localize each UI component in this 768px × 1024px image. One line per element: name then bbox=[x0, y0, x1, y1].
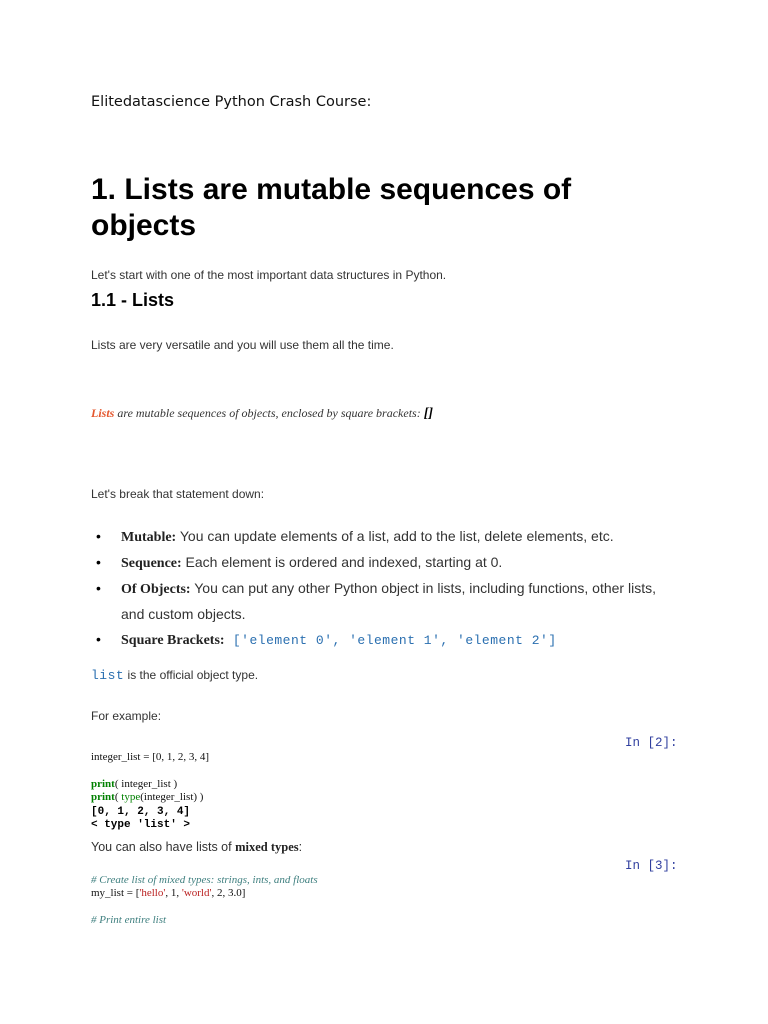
bullet-term: Square Brackets: bbox=[121, 633, 225, 648]
code-cell-1 bbox=[91, 751, 209, 804]
cell-prompt: In [3]: bbox=[625, 859, 678, 873]
print-keyword: print bbox=[91, 791, 115, 803]
output-line: < type 'list' > bbox=[91, 819, 191, 831]
list-item bbox=[91, 576, 671, 627]
print-keyword: print bbox=[91, 778, 115, 790]
string-literal: 'world' bbox=[181, 887, 212, 899]
bullet-text: You can update elements of a list, add to the list, delete elements, etc. bbox=[176, 528, 614, 544]
bullet-code: ['element 0', 'element 1', 'element 2'] bbox=[224, 633, 557, 648]
list-item bbox=[91, 627, 671, 653]
code-line bbox=[91, 778, 209, 791]
bullet-text: You can put any other Python object in lists, including functions, other lists, and custom objects. bbox=[121, 580, 656, 622]
versatile-paragraph: Lists are very versatile and you will use them all the time. bbox=[91, 338, 394, 352]
code-cell-2 bbox=[91, 874, 318, 927]
callout-term: Lists bbox=[91, 406, 115, 420]
code-text: ( bbox=[114, 791, 122, 803]
mixed-types-paragraph bbox=[91, 840, 302, 855]
callout-definition bbox=[91, 406, 433, 422]
callout-brackets: [] bbox=[423, 406, 434, 421]
mixed-text: You can also have lists of bbox=[91, 840, 236, 854]
mixed-term: mixed types bbox=[235, 840, 299, 854]
bullet-term: Sequence: bbox=[121, 556, 182, 571]
code-line bbox=[91, 791, 209, 804]
code-comment: # Create list of mixed types: strings, ints, and floats bbox=[91, 874, 318, 886]
for-example-paragraph: For example: bbox=[91, 709, 162, 723]
code-text: , 2, 3.0] bbox=[211, 887, 246, 899]
bullet-term: Of Objects: bbox=[121, 582, 191, 597]
bullet-text: Each element is ordered and indexed, starting at 0. bbox=[181, 554, 503, 570]
mixed-text-end: : bbox=[298, 840, 303, 854]
output-line: [0, 1, 2, 3, 4] bbox=[91, 806, 191, 818]
cell-output-1 bbox=[91, 806, 190, 832]
code-comment: # Print entire list bbox=[91, 914, 167, 926]
code-text: ( integer_list ) bbox=[114, 778, 178, 790]
code-text: (integer_list) ) bbox=[140, 791, 204, 803]
code-line: integer_list = [0, 1, 2, 3, 4] bbox=[91, 751, 210, 763]
callout-text: are mutable sequences of objects, enclosed by square brackets: bbox=[114, 406, 424, 420]
code-text: my_list = [ bbox=[91, 887, 140, 899]
object-type-paragraph bbox=[91, 668, 258, 683]
course-title: Elitedatascience Python Crash Course: bbox=[91, 94, 372, 110]
bullet-term: Mutable: bbox=[121, 530, 177, 545]
list-item bbox=[91, 524, 671, 550]
intro-paragraph: Let's start with one of the most important data structures in Python. bbox=[91, 268, 447, 282]
list-code: list bbox=[91, 668, 125, 683]
code-text: , 1, bbox=[165, 887, 182, 899]
type-keyword: type bbox=[121, 791, 141, 803]
bullet-list bbox=[91, 524, 671, 653]
object-type-text: is the official object type. bbox=[124, 668, 259, 682]
page-title: 1. Lists are mutable sequences of objects bbox=[91, 173, 572, 242]
code-line bbox=[91, 887, 318, 900]
break-down-paragraph: Let's break that statement down: bbox=[91, 487, 265, 501]
list-item bbox=[91, 550, 671, 576]
section-title: 1.1 - Lists bbox=[91, 290, 175, 310]
string-literal: 'hello' bbox=[139, 887, 166, 899]
cell-prompt: In [2]: bbox=[625, 736, 678, 750]
